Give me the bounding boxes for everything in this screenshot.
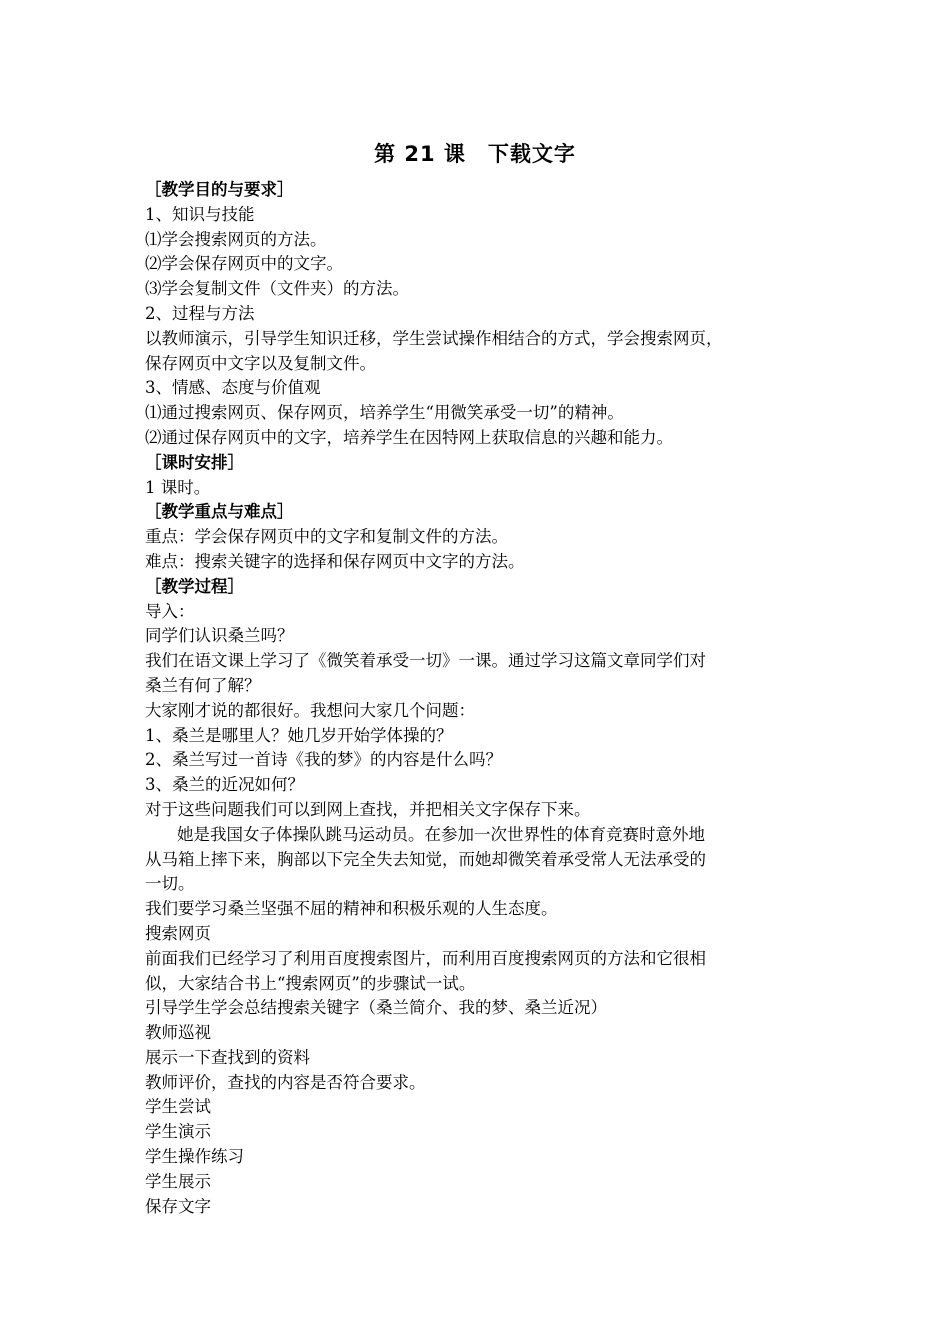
text-line: 搜索网页	[145, 923, 211, 943]
text-line: 学生操作练习	[145, 1147, 244, 1167]
text-line: 展示一下查找到的资料	[145, 1047, 310, 1067]
text-line: 教师巡视	[145, 1023, 211, 1043]
text-line: 导入：	[145, 601, 195, 621]
text-line: 似，大家结合书上“搜索网页”的步骤试一试。	[145, 973, 476, 993]
text-line: 桑兰有何了解？	[145, 675, 261, 695]
lesson-title: 第 21 课 下载文字	[374, 142, 576, 166]
text-line: ⑴通过搜索网页、保存网页，培养学生“用微笑承受一切”的精神。	[145, 403, 624, 423]
text-line: 对于这些问题我们可以到网上查找，并把相关文字保存下来。	[145, 799, 591, 819]
text-line: 1、桑兰是哪里人？她几岁开始学体操的？	[145, 725, 453, 745]
text-line: 1、知识与技能	[145, 204, 255, 224]
text-line: 教师评价，查找的内容是否符合要求。	[145, 1072, 426, 1092]
text-line: 保存文字	[145, 1196, 211, 1216]
text-line: ⑴学会搜索网页的方法。	[145, 229, 327, 249]
text-line: 以教师演示，引导学生知识迁移，学生尝试操作相结合的方式，学会搜索网页，	[145, 328, 723, 348]
text-line: 大家刚才说的都很好。我想问大家几个问题：	[145, 700, 475, 720]
text-line: 保存网页中文字以及复制文件。	[145, 353, 376, 373]
text-line: 引导学生学会总结搜索关键字（桑兰简介、我的梦、桑兰近况）	[145, 998, 607, 1018]
text-line: 难点：搜索关键字的选择和保存网页中文字的方法。	[145, 551, 525, 571]
section-heading: ［教学重点与难点］	[145, 502, 294, 522]
text-line: 一切。	[145, 874, 195, 894]
lesson-body	[145, 178, 835, 1219]
text-line: 前面我们已经学习了利用百度搜索图片，而利用百度搜索网页的方法和它很相	[145, 948, 706, 968]
text-line: 3、情感、态度与价值观	[145, 378, 321, 398]
text-line: 从马箱上摔下来，胸部以下完全失去知觉，而她却微笑着承受常人无法承受的	[145, 849, 706, 869]
text-line: 同学们认识桑兰吗？	[145, 626, 294, 646]
text-line: 学生展示	[145, 1171, 211, 1191]
text-line: ⑵通过保存网页中的文字，培养学生在因特网上获取信息的兴趣和能力。	[145, 427, 673, 447]
text-line: 2、桑兰写过一首诗《我的梦》的内容是什么吗？	[145, 750, 502, 770]
text-line: 我们在语文课上学习了《微笑着承受一切》一课。通过学习这篇文章同学们对	[145, 651, 706, 671]
text-line: 她是我国女子体操队跳马运动员。在参加一次世界性的体育竞赛时意外地	[177, 824, 705, 844]
section-heading: ［课时安排］	[145, 452, 244, 472]
section-heading: ［教学目的与要求］	[145, 180, 294, 199]
text-line: 2、过程与方法	[145, 303, 255, 323]
text-line: ⑵学会保存网页中的文字。	[145, 254, 343, 274]
text-line: 我们要学习桑兰坚强不屈的精神和积极乐观的人生态度。	[145, 899, 558, 919]
text-line: 重点：学会保存网页中的文字和复制文件的方法。	[145, 527, 508, 547]
text-line: 3、桑兰的近况如何？	[145, 775, 304, 795]
text-line: ⑶学会复制文件（文件夹）的方法。	[145, 279, 409, 299]
section-heading: ［教学过程］	[145, 576, 244, 596]
text-line: 学生演示	[145, 1122, 211, 1142]
text-line: 学生尝试	[145, 1097, 211, 1117]
text-line: 1 课时。	[145, 477, 211, 497]
